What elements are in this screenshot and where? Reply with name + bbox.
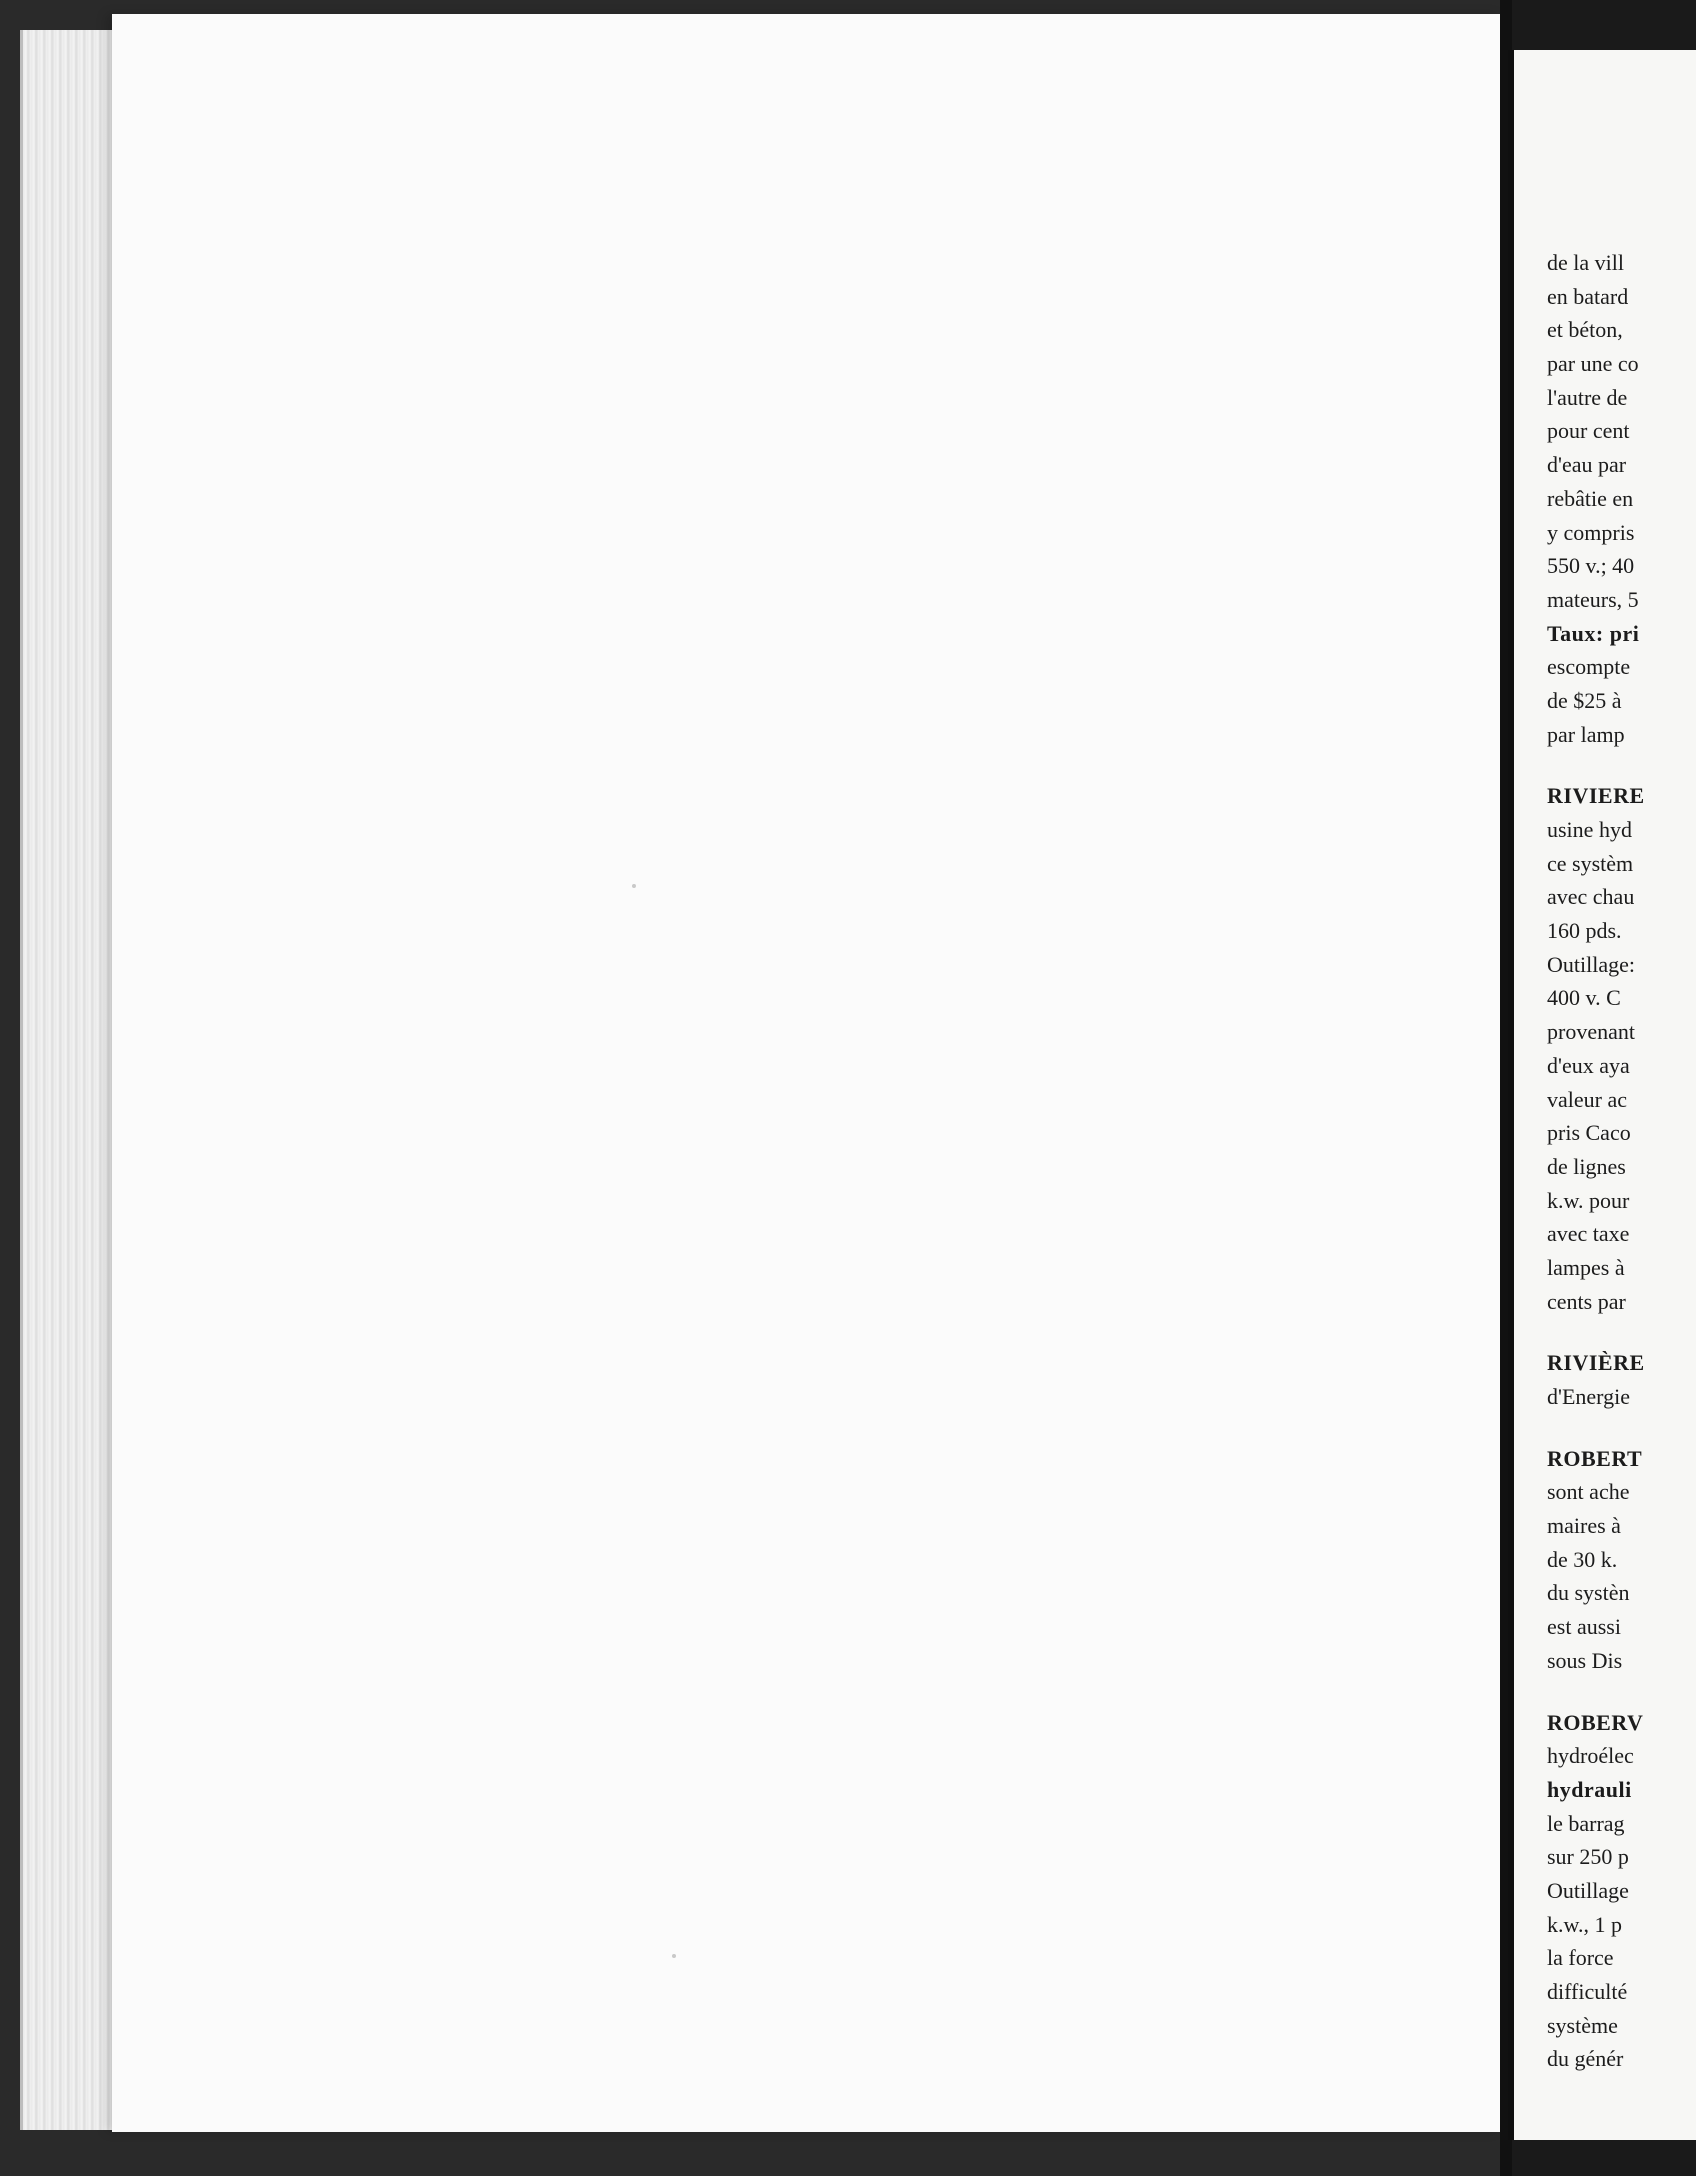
text-line: Outillage (1547, 1877, 1629, 1903)
text-line: Outillage: (1547, 951, 1635, 977)
text-line: provenant (1547, 1019, 1635, 1045)
paper-speck (672, 1954, 676, 1958)
text-line: avec taxe (1547, 1221, 1630, 1247)
paragraph-gap (1547, 1318, 1696, 1346)
text-line: par lamp (1547, 721, 1625, 747)
text-line: d'eux aya (1547, 1052, 1630, 1078)
text-line: sous Dis (1547, 1647, 1623, 1673)
right-page (1508, 50, 1696, 2140)
text-line: Taux: pri (1547, 620, 1640, 646)
text-line: d'eau par (1547, 452, 1627, 478)
text-line: de $25 à (1547, 687, 1622, 713)
text-line: hydroélec (1547, 1743, 1634, 1769)
text-line: de 30 k. (1547, 1546, 1618, 1572)
text-line: ce systèm (1547, 850, 1634, 876)
right-page-text (1547, 246, 1696, 2076)
text-line: cents par (1547, 1288, 1626, 1314)
text-line: est aussi (1547, 1614, 1621, 1640)
text-line: escompte (1547, 654, 1631, 680)
text-line: mateurs, 5 (1547, 586, 1639, 612)
text-line: sont ache (1547, 1479, 1630, 1505)
text-line: 160 pds. (1547, 918, 1622, 944)
text-line: usine hyd (1547, 817, 1632, 842)
paragraph-roberval (1547, 1706, 1696, 2077)
text-line: difficulté (1547, 1979, 1628, 2004)
entry-heading: RIVIÈRE (1547, 1350, 1645, 1376)
paragraph-gap (1547, 751, 1696, 779)
paragraph-robert (1547, 1442, 1696, 1678)
paragraph-gap (1547, 1678, 1696, 1706)
text-line: en batard (1547, 283, 1629, 309)
text-line: de lignes (1547, 1153, 1626, 1179)
paragraph-gap (1547, 1414, 1696, 1442)
text-line: k.w. pour (1547, 1187, 1630, 1213)
text-line: et béton, (1547, 317, 1623, 343)
text-line: de la vill (1547, 250, 1624, 275)
text-line: du génér (1547, 2046, 1624, 2072)
text-line: par une co (1547, 351, 1639, 377)
text-line: valeur ac (1547, 1086, 1627, 1112)
left-page-blank (112, 14, 1502, 2132)
entry-heading: ROBERT (1547, 1445, 1643, 1471)
paragraph-riviere-2 (1547, 1346, 1696, 1413)
text-line: hydrauli (1547, 1776, 1632, 1802)
text-line: pour cent (1547, 418, 1630, 444)
paragraph-riviere (1547, 779, 1696, 1318)
text-line: avec chau (1547, 884, 1635, 910)
text-line: y compris (1547, 519, 1635, 545)
paragraph-ville (1547, 246, 1696, 751)
text-line: du systèn (1547, 1580, 1630, 1606)
text-line: rebâtie en (1547, 485, 1634, 511)
text-line: 400 v. C (1547, 985, 1621, 1011)
paper-speck (632, 884, 636, 888)
text-line: sur 250 p (1547, 1844, 1629, 1870)
text-line: l'autre de (1547, 384, 1628, 410)
text-line: pris Caco (1547, 1120, 1631, 1146)
text-line: k.w., 1 p (1547, 1911, 1622, 1937)
text-line: 550 v.; 40 (1547, 553, 1635, 579)
text-line: lampes à (1547, 1254, 1625, 1280)
text-line: la force (1547, 1945, 1614, 1971)
entry-heading: ROBERV (1547, 1709, 1644, 1735)
text-line: le barrag (1547, 1810, 1625, 1836)
text-line: maires à (1547, 1513, 1621, 1539)
text-line: d'Energie (1547, 1384, 1630, 1409)
entry-heading: RIVIERE (1547, 783, 1645, 809)
text-line: système (1547, 2012, 1618, 2038)
